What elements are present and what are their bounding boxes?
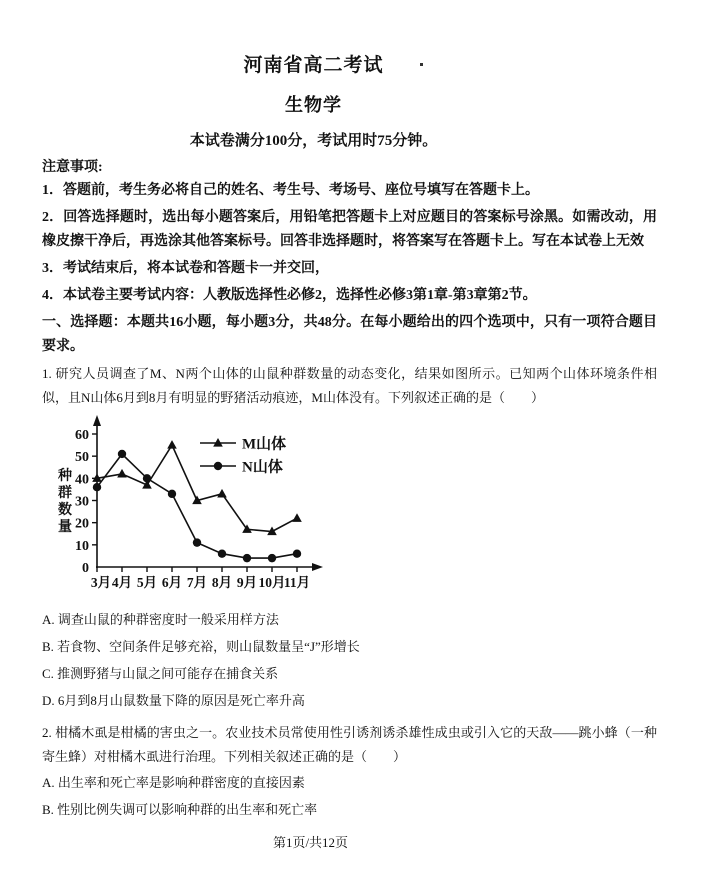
svg-text:N山体: N山体: [242, 459, 283, 476]
svg-text:3月: 3月: [90, 575, 112, 590]
svg-text:50: 50: [75, 450, 89, 466]
exam-subject: 生物学: [285, 95, 342, 115]
svg-text:量: 量: [58, 520, 72, 535]
svg-text:种: 种: [58, 469, 72, 484]
svg-text:10: 10: [75, 538, 89, 554]
question-1-option-a: A. 调查山鼠的种群密度时一般采用样方法: [42, 612, 279, 627]
svg-text:20: 20: [75, 516, 89, 532]
svg-text:5月: 5月: [136, 575, 158, 590]
question-1: [42, 362, 657, 714]
svg-text:8月: 8月: [211, 575, 233, 590]
svg-text:4月: 4月: [111, 575, 133, 590]
svg-text:7月: 7月: [186, 575, 208, 590]
svg-text:30: 30: [75, 494, 89, 510]
question-1-option-c: C. 推测野猪与山鼠之间可能存在捕食关系: [42, 666, 279, 681]
notice-item-2: 2．回答选择题时，选出每小题答案后，用铅笔把答题卡上对应题目的答案标号涂黑。如需改动，用橡皮擦干净后，再选涂其他答案标号。回答非选择题时，将答案写在答题卡上。写在本试卷上无效: [42, 210, 657, 249]
question-2-text: 2. 柑橘木虱是柑橘的害虫之一。农业技术员常使用性引诱剂诱杀雄性成虫或引入它的天敌——跳小蜂（一种寄生蜂）对柑橘木虱进行治理。下列相关叙述正确的是（ ）: [42, 725, 657, 764]
exam-title: 河南省高二考试: [243, 55, 384, 76]
svg-text:60: 60: [75, 428, 89, 443]
section-heading: 一、选择题：本题共16小题，每小题3分，共48分。在每小题给出的四个选项中，只有一项符合题目要求。: [42, 315, 657, 354]
svg-text:11月: 11月: [283, 575, 311, 590]
question-1-option-b: B. 若食物、空间条件足够充裕，则山鼠数量呈“J”形增长: [42, 639, 360, 654]
chart-svg: [52, 412, 354, 600]
svg-text:0: 0: [82, 561, 89, 576]
exam-info: 本试卷满分100分，考试用时75分钟。: [189, 133, 438, 149]
question-2-option-b: B. 性别比例失调可以影响种群的出生率和死亡率: [42, 802, 318, 817]
question-2: [42, 721, 657, 823]
svg-text:9月: 9月: [236, 575, 258, 590]
svg-text:数: 数: [58, 503, 72, 518]
notice-block: [42, 156, 657, 308]
page-number: 第1页/共12页: [272, 835, 349, 850]
notice-heading: 注意事项:: [42, 160, 103, 175]
notice-item-3: 3．考试结束后，将本试卷和答题卡一并交回，: [42, 261, 329, 276]
stray-mark: [420, 63, 423, 66]
question-2-option-a: A. 出生率和死亡率是影响种群密度的直接因素: [42, 775, 305, 790]
svg-text:10月: 10月: [258, 575, 286, 590]
svg-text:群: 群: [58, 486, 72, 501]
svg-text:M山体: M山体: [242, 436, 287, 453]
notice-item-4: 4．本试卷主要考试内容：人教版选择性必修2，选择性必修3第1章-第3章第2节。: [42, 288, 537, 303]
svg-text:6月: 6月: [161, 575, 183, 590]
question-1-text: 1. 研究人员调查了M、N两个山体的山鼠种群数量的动态变化，结果如图所示。已知两个山体环境条件相似，且N山体6月到8月有明显的野猪活动痕迹，M山体没有。下列叙述正确的是（ ）: [42, 366, 657, 405]
population-chart: [52, 412, 354, 600]
question-1-option-d: D. 6月到8月山鼠数量下降的原因是死亡率升高: [42, 693, 305, 708]
notice-item-1: 1．答题前，考生务必将自己的姓名、考生号、考场号、座位号填写在答题卡上。: [42, 183, 539, 198]
svg-text:40: 40: [75, 472, 89, 488]
